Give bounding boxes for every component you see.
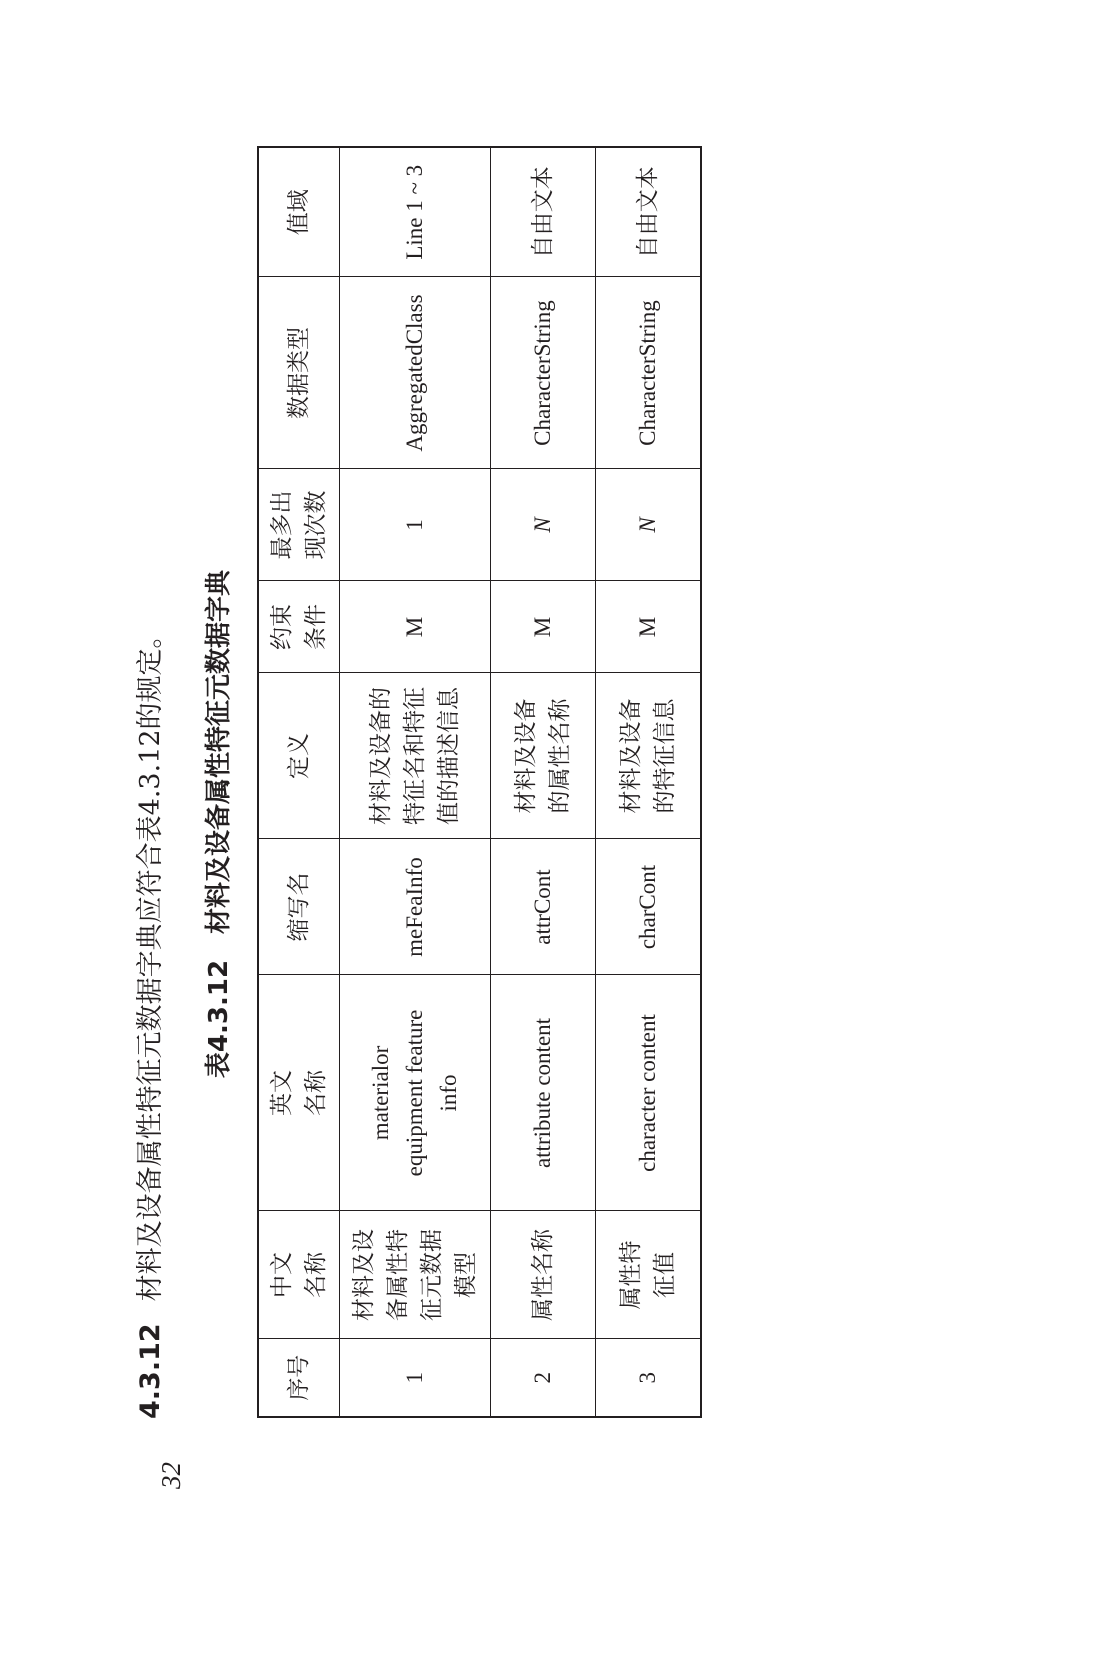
cell-value-domain: 自由文本 [596,147,702,277]
table-caption [198,229,235,1419]
cell-chinese-name: 属性名称 [491,1211,596,1339]
page-number: 32 [156,1462,186,1489]
cell-definition: 材料及设备的特征信息 [596,673,702,839]
cell-abbreviation: meFeaInfo [340,839,491,975]
table-header-row [258,147,340,1417]
cell-english-name: character content [596,975,702,1211]
header-max-occurrence: 最多出现次数 [258,469,340,581]
header-chinese-name: 中文名称 [258,1211,340,1339]
cell-value-domain: 自由文本 [491,147,596,277]
cell-definition: 材料及设备的属性名称 [491,673,596,839]
cell-data-type: CharacterString [491,277,596,469]
cell-english-name: materialor equipment feature info [340,975,491,1211]
header-definition: 定义 [258,673,340,839]
cell-definition: 材料及设备的特征名和特征值的描述信息 [340,673,491,839]
data-dictionary-table [257,146,702,1418]
header-constraint: 约束条件 [258,581,340,673]
cell-constraint: M [491,581,596,673]
cell-chinese-name: 属性特征值 [596,1211,702,1339]
header-english-name: 英文名称 [258,975,340,1211]
table-title: 材料及设备属性特征元数据字典 [204,569,234,934]
cell-index: 1 [340,1339,491,1417]
cell-data-type: CharacterString [596,277,702,469]
cell-abbreviation: charCont [596,839,702,975]
cell-max-occurrence: 1 [340,469,491,581]
cell-max-occurrence: N [491,469,596,581]
header-index: 序号 [258,1339,340,1417]
cell-index: 3 [596,1339,702,1417]
header-abbreviation: 缩写名 [258,839,340,975]
cell-english-name: attribute content [491,975,596,1211]
cell-abbreviation: attrCont [491,839,596,975]
table-row [340,147,491,1417]
cell-data-type: AggregatedClass [340,277,491,469]
clause-paragraph [128,621,167,1419]
cell-index: 2 [491,1339,596,1417]
cell-max-occurrence: N [596,469,702,581]
clause-text: 材料及设备属性特征元数据字典应符合表4.3.12的规定。 [135,621,166,1302]
cell-value-domain: Line 1 ~ 3 [340,147,491,277]
cell-constraint: M [340,581,491,673]
header-data-type: 数据类型 [258,277,340,469]
table-row [596,147,702,1417]
header-value-domain: 值域 [258,147,340,277]
table-number: 表4.3.12 [204,959,234,1079]
cell-constraint: M [596,581,702,673]
cell-chinese-name: 材料及设备属性特征元数据模型 [340,1211,491,1339]
table-row [491,147,596,1417]
clause-number: 4.3.12 [135,1323,166,1419]
